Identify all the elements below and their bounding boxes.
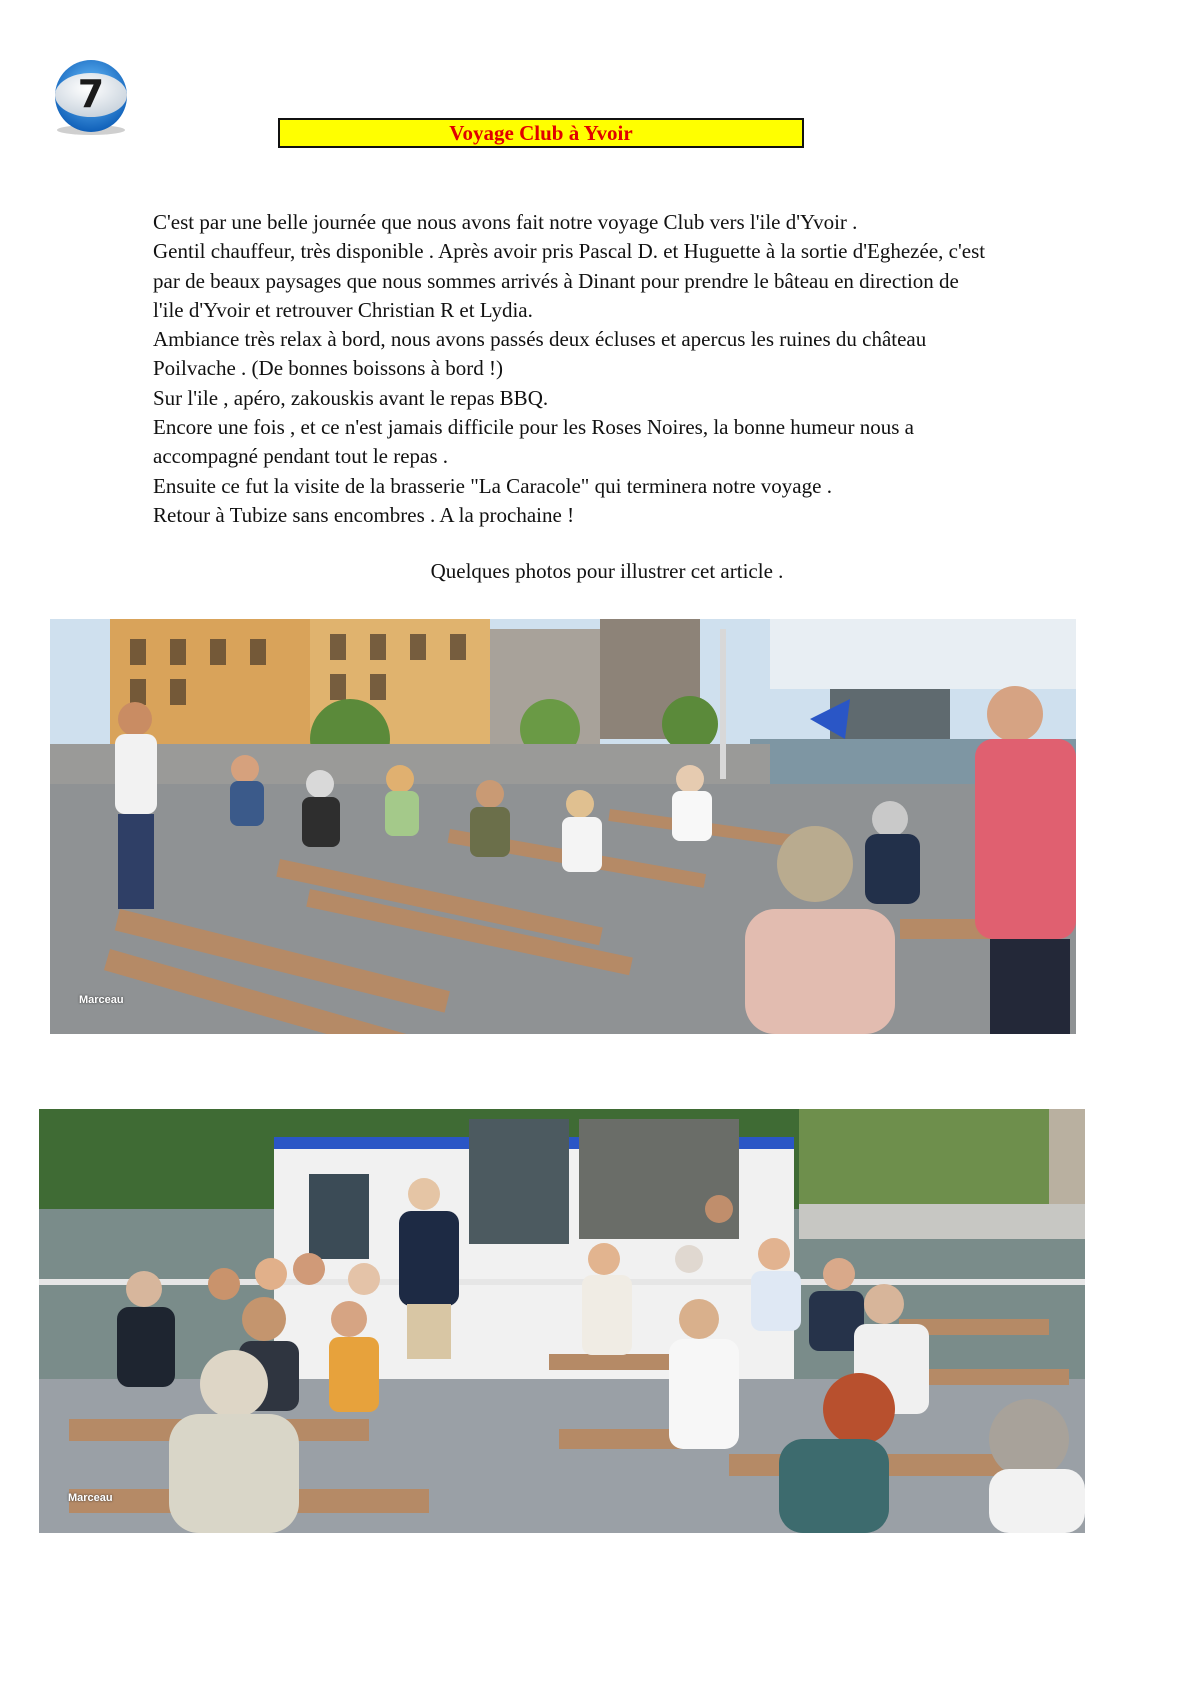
photo-boat-river bbox=[39, 1109, 1085, 1533]
page-number: 7 bbox=[77, 72, 105, 116]
article-line: Gentil chauffeur, très disponible . Après avoir pris Pascal D. et Huguette à la sortie d'Eghezée, c'est bbox=[153, 239, 986, 264]
photo-watermark: Marceau bbox=[68, 1492, 113, 1504]
article-title bbox=[278, 118, 804, 148]
article-line: Encore une fois , et ce n'est jamais difficile pour les Roses Noires, la bonne humeur nous a bbox=[153, 415, 914, 440]
article-line: l'ile d'Yvoir et retrouver Christian R et Lydia. bbox=[153, 297, 533, 322]
photo-1-illustration bbox=[50, 619, 1076, 1034]
photo-watermark: Marceau bbox=[79, 994, 124, 1006]
article-body bbox=[153, 208, 1053, 530]
photo-2-illustration bbox=[39, 1109, 1085, 1533]
article-line: Ensuite ce fut la visite de la brasserie "La Caracole" qui terminera notre voyage . bbox=[153, 473, 832, 498]
article-line: Poilvache . (De bonnes boissons à bord !) bbox=[153, 356, 503, 381]
article-line: Retour à Tubize sans encombres . A la prochaine ! bbox=[153, 502, 575, 527]
page-number-badge bbox=[47, 58, 135, 138]
article-line: Sur l'ile , apéro, zakouskis avant le repas BBQ. bbox=[153, 385, 549, 410]
article-line: C'est par une belle journée que nous avons fait notre voyage Club vers l'ile d'Yvoir . bbox=[153, 210, 858, 234]
photo-boat-deck-dinant bbox=[50, 619, 1076, 1034]
article-line: par de beaux paysages que nous sommes arrivés à Dinant pour prendre le bâteau en direction de bbox=[153, 268, 959, 293]
article-line: accompagné pendant tout le repas . bbox=[153, 444, 449, 469]
article-title-text: Voyage Club à Yvoir bbox=[449, 120, 633, 145]
article-line: Ambiance très relax à bord, nous avons passés deux écluses et apercus les ruines du château bbox=[153, 327, 927, 352]
photo-caption: Quelques photos pour illustrer cet article . bbox=[430, 559, 784, 583]
